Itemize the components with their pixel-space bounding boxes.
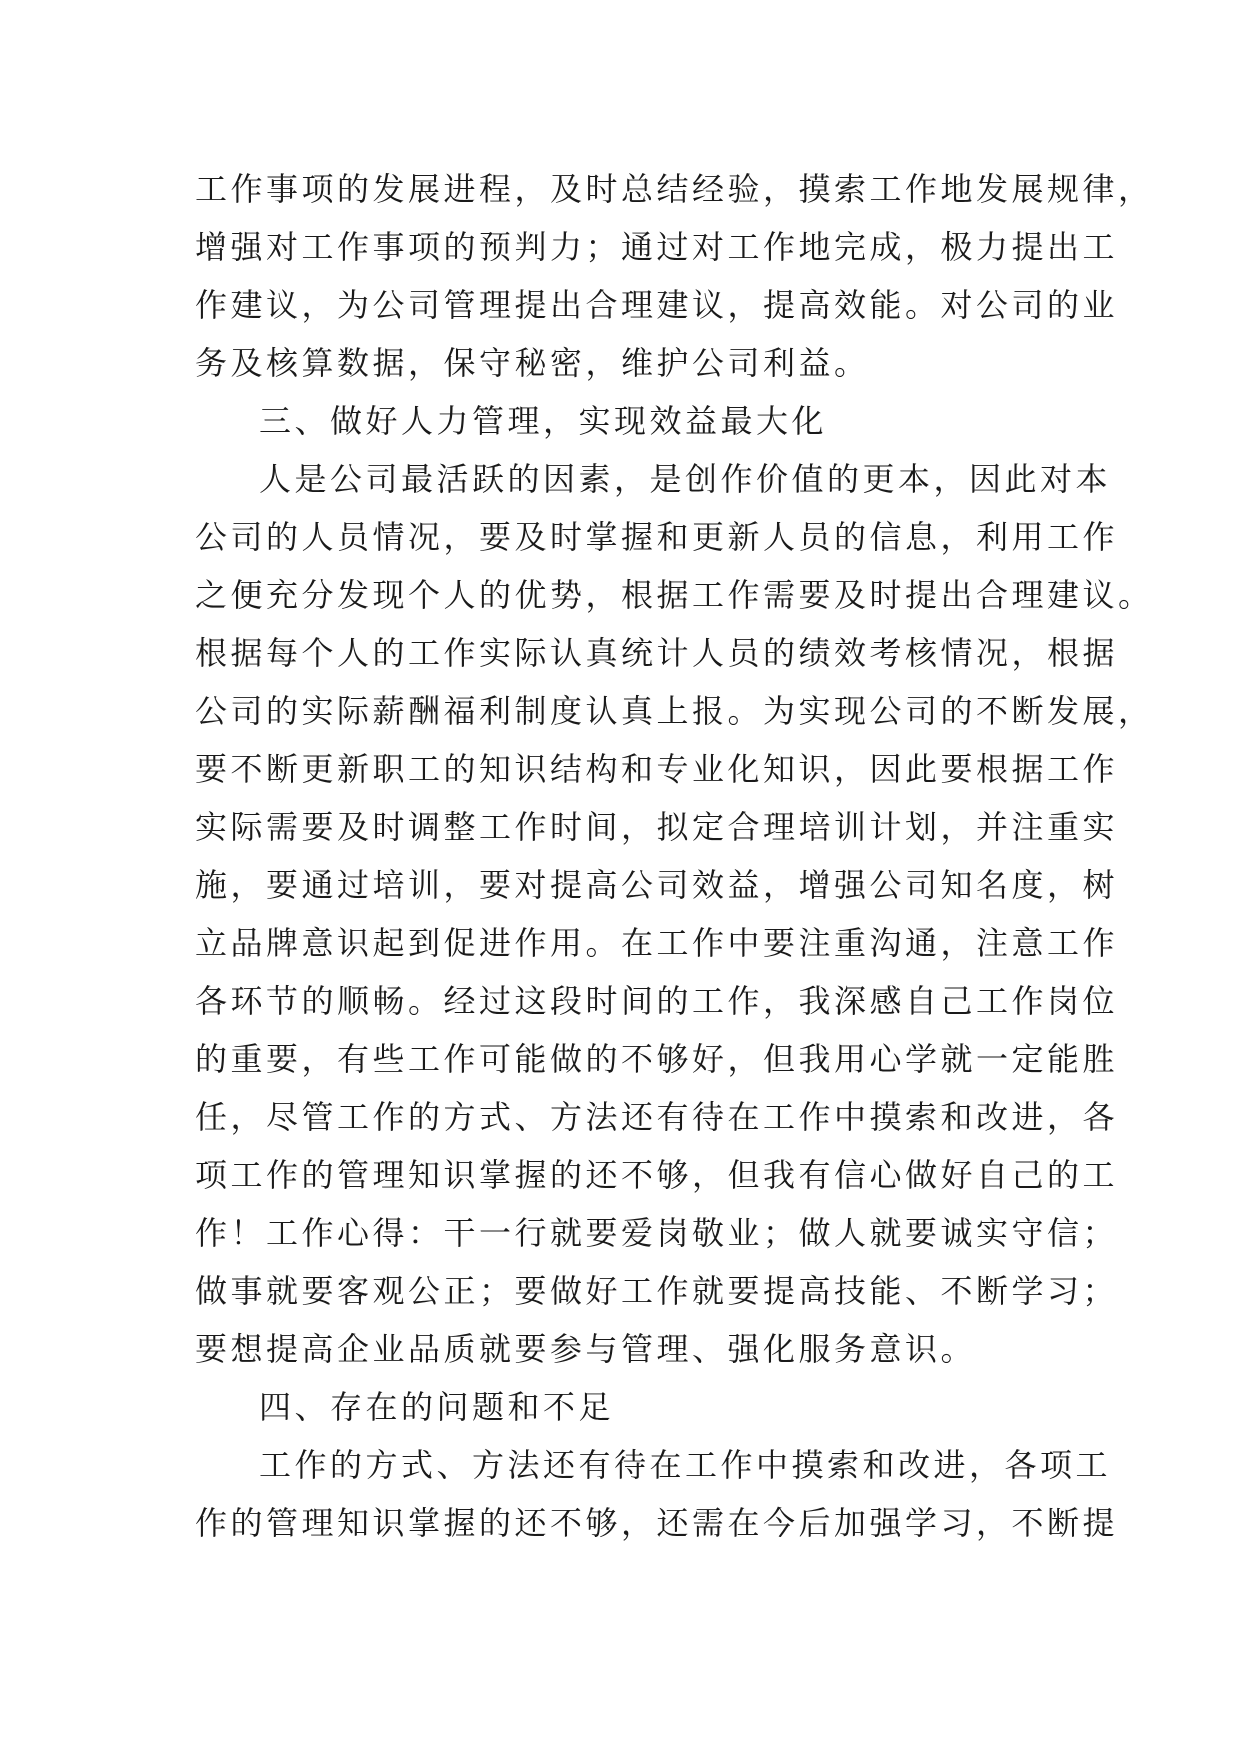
text-line: 任，尽管工作的方式、方法还有待在工作中摸索和改进，各: [195, 1098, 1119, 1136]
text-line: 增强对工作事项的预判力；通过对工作地完成，极力提出工: [195, 228, 1119, 266]
text-line: 做事就要客观公正；要做好工作就要提高技能、不断学习；: [195, 1272, 1119, 1310]
text-line: 工作的方式、方法还有待在工作中摸索和改进，各项工: [259, 1446, 1112, 1484]
text-line: 作建议，为公司管理提出合理建议，提高效能。对公司的业: [195, 286, 1119, 324]
text-line: 施，要通过培训，要对提高公司效益，增强公司知名度，树: [195, 866, 1119, 904]
text-line: 根据每个人的工作实际认真统计人员的绩效考核情况，根据: [195, 634, 1119, 672]
text-line: 各环节的顺畅。经过这段时间的工作，我深感自己工作岗位: [195, 982, 1119, 1020]
text-line: 要不断更新职工的知识结构和专业化知识，因此要根据工作: [195, 750, 1119, 788]
document-body: [195, 160, 1154, 1552]
text-line: 立品牌意识起到促进作用。在工作中要注重沟通，注意工作: [195, 924, 1119, 962]
text-line: 公司的实际薪酬福利制度认真上报。为实现公司的不断发展，: [195, 692, 1154, 730]
text-line: 之便充分发现个人的优势，根据工作需要及时提出合理建议。: [195, 576, 1154, 614]
section-heading: 三、做好人力管理，实现效益最大化: [259, 402, 828, 440]
text-line: 务及核算数据，保守秘密，维护公司利益。: [195, 344, 870, 382]
text-line: 作！工作心得：干一行就要爱岗敬业；做人就要诚实守信；: [195, 1214, 1119, 1252]
section-heading: 四、存在的问题和不足: [259, 1388, 615, 1426]
text-line: 项工作的管理知识掌握的还不够，但我有信心做好自己的工: [195, 1156, 1119, 1194]
text-line: 要想提高企业品质就要参与管理、强化服务意识。: [195, 1330, 977, 1368]
text-line: 公司的人员情况，要及时掌握和更新人员的信息，利用工作: [195, 518, 1119, 556]
text-line: 实际需要及时调整工作时间，拟定合理培训计划，并注重实: [195, 808, 1119, 846]
text-line: 的重要，有些工作可能做的不够好，但我用心学就一定能胜: [195, 1040, 1119, 1078]
text-line: 工作事项的发展进程，及时总结经验，摸索工作地发展规律，: [195, 170, 1154, 208]
text-line: 作的管理知识掌握的还不够，还需在今后加强学习，不断提: [195, 1504, 1119, 1542]
text-line: 人是公司最活跃的因素，是创作价值的更本，因此对本: [259, 460, 1112, 498]
